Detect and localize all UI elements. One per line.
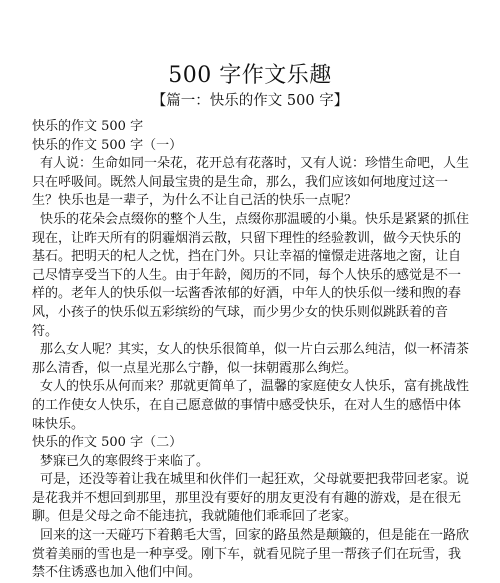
paragraph: 回来的这一天碰巧下着鹅毛大雪，回家的路虽然是颠簸的，但是能在一路欣赏着美丽的雪也是一种享受。刚下车，就看见院子里一帮孩子们在玩雪，我禁不住诱惑也加入他们中间。 xyxy=(32,528,470,581)
paragraph: 可是，还没等着让我在城里和伙伴们一起狂欢，父母就要把我带回老家。说是花我并不想回到那里，那里没有要好的朋友更没有有趣的游戏，是在很无聊。但是父母之命不能违抗，我就随他们乖乖回了老家。 xyxy=(32,472,470,525)
paragraph: 快乐的花朵会点缀你的整个人生，点缀你那温暖的小巢。快乐是紧紧的抓住现在，让昨天所有的阴霾烟消云散，只留下理性的经验教训，做今天快乐的基石。把明天的杞人之忧，挡在门外。只让幸福的憧憬走进落地之窗，让自己尽情享受当下的人生。由于年龄，阅历的不同，每个人快乐的感觉是不一样的。老年人的快乐似一坛酱香浓郁的好酒，中年人的快乐似一缕和煦的春风，小孩子的快乐似五彩缤纷的气球，而少男少女的快乐则似跳跃着的音符。 xyxy=(32,211,470,339)
paragraph: 梦寐已久的寒假终于来临了。 xyxy=(40,453,210,469)
section-title: 【篇一：快乐的作文 500 字】 xyxy=(151,93,349,109)
subheading-part-one: 快乐的作文 500 字（一） xyxy=(32,137,183,153)
paragraph: 有人说：生命如同一朵花，花开总有花落时，又有人说：珍惜生命吧，人生只在呼吸间。既然人间最宝贵的是生命，那么，我们应该如何地度过这一生？快乐也是一辈子，为什么不让自己活的快乐一点呢？ xyxy=(32,156,470,209)
document-title: 500 字作文乐趣 xyxy=(168,63,332,88)
document-body xyxy=(32,118,472,583)
paragraph: 那么女人呢？其实，女人的快乐很简单，似一片白云那么纯洁，似一杯清茶那么清香，似一点星光那么宁静，似一抹朝霞那么绚烂。 xyxy=(32,342,470,376)
subheading-part-two: 快乐的作文 500 字（二） xyxy=(32,435,183,451)
subheading: 快乐的作文 500 字 xyxy=(32,119,144,134)
paragraph: 女人的快乐从何而来？那就更简单了，温馨的家庭使女人快乐，富有挑战性的工作使女人快乐，在自己愿意做的事情中感受快乐，在对人生的感悟中体味快乐。 xyxy=(32,379,470,432)
